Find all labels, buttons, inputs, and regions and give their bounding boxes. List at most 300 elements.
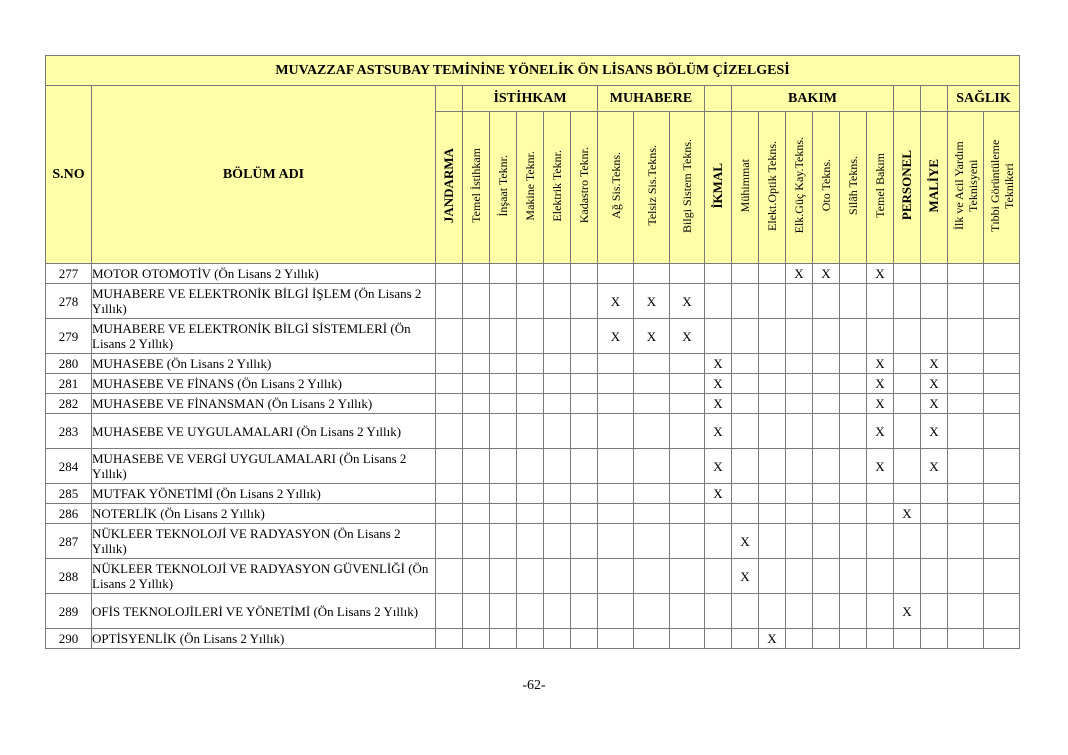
group-blank-jandarma [436, 86, 463, 112]
row-mark-cell: X [759, 629, 786, 649]
row-mark-cell [840, 524, 867, 559]
row-mark-cell: X [867, 414, 894, 449]
row-mark-cell: X [921, 394, 948, 414]
column-header-label: İlk ve Acil Yardım Teknisyeni [951, 141, 980, 230]
row-mark-cell [921, 559, 948, 594]
row-mark-cell [759, 559, 786, 594]
row-mark-cell: X [598, 284, 634, 319]
row-sno: 279 [46, 319, 92, 354]
row-mark-cell: X [921, 449, 948, 484]
column-header-label: Tıbbi Görüntüleme Teknikeri [987, 139, 1016, 232]
column-header-12 [759, 112, 786, 264]
row-mark-cell [732, 284, 759, 319]
row-mark-cell [571, 354, 598, 374]
row-mark-cell [921, 629, 948, 649]
row-mark-cell [786, 354, 813, 374]
table-row [46, 484, 1020, 504]
row-mark-cell [705, 629, 732, 649]
group-blank-maliye [921, 86, 948, 112]
row-mark-cell [948, 524, 984, 559]
column-header-label: Elektrik Teknr. [550, 149, 564, 222]
row-mark-cell [894, 559, 921, 594]
row-mark-cell [759, 524, 786, 559]
row-mark-cell [732, 414, 759, 449]
row-bolum-adi: NÜKLEER TEKNOLOJİ VE RADYASYON GÜVENLİĞİ (Ön Lisans 2 Yıllık) [92, 559, 436, 594]
column-header-label: Oto Tekns. [819, 159, 833, 212]
table-row [46, 594, 1020, 629]
row-mark-cell [867, 504, 894, 524]
row-bolum-adi: OFİS TEKNOLOJİLERİ VE YÖNETİMİ (Ön Lisans 2 Yıllık) [92, 594, 436, 629]
row-mark-cell [544, 354, 571, 374]
table-title: MUVAZZAF ASTSUBAY TEMİNİNE YÖNELİK ÖN LİSANS BÖLÜM ÇİZELGESİ [46, 56, 1020, 86]
row-mark-cell: X [894, 504, 921, 524]
row-mark-cell [544, 504, 571, 524]
table-row [46, 394, 1020, 414]
row-mark-cell [463, 414, 490, 449]
row-mark-cell [732, 504, 759, 524]
row-mark-cell: X [732, 524, 759, 559]
column-header-6 [571, 112, 598, 264]
row-mark-cell: X [921, 374, 948, 394]
table-row [46, 449, 1020, 484]
row-mark-cell [840, 414, 867, 449]
row-mark-cell [463, 594, 490, 629]
row-mark-cell [670, 449, 705, 484]
row-mark-cell [544, 524, 571, 559]
row-bolum-adi: MUHASEBE VE UYGULAMALARI (Ön Lisans 2 Yıllık) [92, 414, 436, 449]
row-mark-cell [670, 629, 705, 649]
row-mark-cell [490, 264, 517, 284]
row-mark-cell [517, 354, 544, 374]
row-mark-cell [786, 394, 813, 414]
row-mark-cell [840, 319, 867, 354]
row-mark-cell [490, 449, 517, 484]
column-header-19 [948, 112, 984, 264]
row-mark-cell [463, 484, 490, 504]
row-mark-cell [813, 504, 840, 524]
row-mark-cell [732, 319, 759, 354]
row-mark-cell [490, 354, 517, 374]
table-row [46, 284, 1020, 319]
row-mark-cell [436, 484, 463, 504]
row-sno: 280 [46, 354, 92, 374]
row-mark-cell [544, 414, 571, 449]
row-mark-cell [436, 629, 463, 649]
row-mark-cell [894, 264, 921, 284]
column-header-label: Kadastro Teknr. [577, 147, 591, 224]
row-mark-cell [948, 594, 984, 629]
row-mark-cell [598, 629, 634, 649]
row-mark-cell [894, 394, 921, 414]
row-mark-cell [840, 594, 867, 629]
row-mark-cell [786, 629, 813, 649]
row-mark-cell [732, 449, 759, 484]
row-mark-cell [463, 449, 490, 484]
row-mark-cell [984, 504, 1020, 524]
row-mark-cell: X [921, 414, 948, 449]
row-mark-cell [634, 559, 670, 594]
column-header-3 [490, 112, 517, 264]
group-saglik: SAĞLIK [948, 86, 1020, 112]
row-mark-cell [948, 504, 984, 524]
row-mark-cell [463, 284, 490, 319]
row-mark-cell [705, 524, 732, 559]
column-header-5 [544, 112, 571, 264]
row-mark-cell [463, 524, 490, 559]
row-mark-cell [571, 524, 598, 559]
row-mark-cell [634, 629, 670, 649]
row-mark-cell [732, 374, 759, 394]
row-mark-cell [948, 374, 984, 394]
row-mark-cell [490, 374, 517, 394]
group-bakim: BAKIM [732, 86, 894, 112]
row-mark-cell [786, 374, 813, 394]
group-muhabere: MUHABERE [598, 86, 705, 112]
row-mark-cell [670, 594, 705, 629]
row-mark-cell [948, 484, 984, 504]
row-mark-cell [921, 504, 948, 524]
column-header-17 [894, 112, 921, 264]
row-mark-cell [517, 559, 544, 594]
table-row [46, 374, 1020, 394]
row-sno: 278 [46, 284, 92, 319]
column-header-9 [670, 112, 705, 264]
row-mark-cell [921, 264, 948, 284]
row-mark-cell [544, 594, 571, 629]
row-mark-cell [670, 559, 705, 594]
row-mark-cell [571, 629, 598, 649]
row-mark-cell: X [867, 374, 894, 394]
column-header-4 [517, 112, 544, 264]
row-mark-cell [463, 559, 490, 594]
row-mark-cell [786, 414, 813, 449]
row-mark-cell [921, 484, 948, 504]
row-mark-cell [436, 504, 463, 524]
row-mark-cell [984, 394, 1020, 414]
row-mark-cell [705, 264, 732, 284]
row-mark-cell [598, 524, 634, 559]
row-mark-cell [984, 594, 1020, 629]
row-mark-cell [544, 374, 571, 394]
row-mark-cell [490, 319, 517, 354]
column-header-label: MALİYE [926, 158, 941, 213]
table-row [46, 354, 1020, 374]
row-mark-cell [705, 559, 732, 594]
row-mark-cell [705, 284, 732, 319]
column-header-14 [813, 112, 840, 264]
bolum-adi-header: BÖLÜM ADI [92, 86, 436, 264]
row-mark-cell [490, 629, 517, 649]
row-mark-cell [436, 374, 463, 394]
row-mark-cell [571, 319, 598, 354]
row-mark-cell [634, 264, 670, 284]
row-mark-cell [463, 374, 490, 394]
row-mark-cell [759, 504, 786, 524]
column-header-2 [463, 112, 490, 264]
row-mark-cell [786, 594, 813, 629]
row-mark-cell [670, 394, 705, 414]
row-mark-cell [813, 354, 840, 374]
row-mark-cell [867, 284, 894, 319]
row-mark-cell [490, 484, 517, 504]
column-header-10 [705, 112, 732, 264]
row-bolum-adi: OPTİSYENLİK (Ön Lisans 2 Yıllık) [92, 629, 436, 649]
table-row [46, 559, 1020, 594]
row-mark-cell [490, 284, 517, 319]
row-mark-cell [571, 414, 598, 449]
row-mark-cell [544, 449, 571, 484]
row-mark-cell: X [921, 354, 948, 374]
row-mark-cell [436, 594, 463, 629]
row-mark-cell [490, 559, 517, 594]
row-mark-cell [517, 504, 544, 524]
row-mark-cell: X [598, 319, 634, 354]
row-mark-cell [705, 504, 732, 524]
column-header-label: PERSONEL [899, 150, 914, 221]
table-row [46, 319, 1020, 354]
row-mark-cell [598, 504, 634, 524]
row-mark-cell [598, 594, 634, 629]
row-mark-cell: X [705, 414, 732, 449]
row-mark-cell [759, 354, 786, 374]
row-mark-cell [984, 559, 1020, 594]
row-mark-cell [759, 594, 786, 629]
row-mark-cell [670, 264, 705, 284]
row-mark-cell [840, 559, 867, 594]
row-mark-cell [598, 264, 634, 284]
row-mark-cell [813, 524, 840, 559]
row-mark-cell [598, 559, 634, 594]
row-mark-cell [670, 504, 705, 524]
row-mark-cell [894, 319, 921, 354]
row-mark-cell [813, 319, 840, 354]
row-mark-cell: X [705, 394, 732, 414]
row-mark-cell [948, 559, 984, 594]
row-mark-cell [813, 284, 840, 319]
row-mark-cell [786, 504, 813, 524]
column-header-label: İnşaat Teknr. [496, 154, 510, 217]
row-mark-cell [571, 449, 598, 484]
row-mark-cell [436, 414, 463, 449]
row-mark-cell: X [670, 319, 705, 354]
row-mark-cell: X [705, 449, 732, 484]
group-istihkam: İSTİHKAM [463, 86, 598, 112]
row-bolum-adi: MUHASEBE VE FİNANS (Ön Lisans 2 Yıllık) [92, 374, 436, 394]
row-mark-cell [948, 629, 984, 649]
row-mark-cell: X [705, 374, 732, 394]
page-number: -62- [522, 678, 546, 693]
row-mark-cell [786, 319, 813, 354]
row-mark-cell [517, 594, 544, 629]
row-bolum-adi: MUHASEBE VE VERGİ UYGULAMALARI (Ön Lisans 2 Yıllık) [92, 449, 436, 484]
column-header-label: Mühimmat [738, 158, 752, 213]
row-mark-cell [948, 284, 984, 319]
sno-header: S.NO [46, 86, 92, 264]
row-mark-cell [786, 559, 813, 594]
row-mark-cell [463, 394, 490, 414]
row-mark-cell [517, 629, 544, 649]
column-header-label: Makine Teknr. [523, 150, 537, 221]
row-mark-cell [732, 264, 759, 284]
column-header-label: Temel Bakım [873, 153, 887, 218]
row-mark-cell [759, 319, 786, 354]
row-mark-cell [813, 374, 840, 394]
row-mark-cell [634, 594, 670, 629]
row-mark-cell [921, 524, 948, 559]
row-mark-cell [948, 354, 984, 374]
row-sno: 283 [46, 414, 92, 449]
row-mark-cell [598, 414, 634, 449]
row-mark-cell [517, 524, 544, 559]
row-mark-cell [732, 594, 759, 629]
row-mark-cell [571, 284, 598, 319]
row-mark-cell [921, 594, 948, 629]
row-bolum-adi: MUHABERE VE ELEKTRONİK BİLGİ İŞLEM (Ön Lisans 2 Yıllık) [92, 284, 436, 319]
table-body [46, 264, 1020, 649]
row-mark-cell [786, 484, 813, 504]
row-sno: 288 [46, 559, 92, 594]
row-mark-cell: X [705, 484, 732, 504]
column-header-label: JANDARMA [441, 147, 456, 224]
row-mark-cell: X [634, 284, 670, 319]
row-mark-cell [759, 449, 786, 484]
row-mark-cell [840, 484, 867, 504]
row-mark-cell [544, 394, 571, 414]
row-mark-cell: X [867, 354, 894, 374]
row-sno: 285 [46, 484, 92, 504]
row-mark-cell [813, 629, 840, 649]
row-mark-cell [867, 594, 894, 629]
row-bolum-adi: MUHASEBE (Ön Lisans 2 Yıllık) [92, 354, 436, 374]
row-mark-cell [670, 414, 705, 449]
row-mark-cell [840, 284, 867, 319]
row-mark-cell [813, 449, 840, 484]
group-blank-ikmal [705, 86, 732, 112]
row-mark-cell [894, 484, 921, 504]
row-mark-cell [436, 449, 463, 484]
row-mark-cell [759, 374, 786, 394]
row-mark-cell [984, 629, 1020, 649]
row-mark-cell [544, 559, 571, 594]
row-mark-cell [984, 319, 1020, 354]
column-header-label: İKMAL [710, 162, 725, 209]
row-mark-cell [670, 484, 705, 504]
table-row [46, 264, 1020, 284]
row-mark-cell: X [894, 594, 921, 629]
row-mark-cell [436, 559, 463, 594]
row-bolum-adi: NOTERLİK (Ön Lisans 2 Yıllık) [92, 504, 436, 524]
row-mark-cell [867, 559, 894, 594]
column-header-label: Temel İstihkam [469, 148, 483, 223]
column-header-label: Bilgi Sistem Tekns. [680, 138, 694, 233]
row-mark-cell [732, 354, 759, 374]
row-mark-cell: X [813, 264, 840, 284]
row-mark-cell [436, 284, 463, 319]
table-row [46, 524, 1020, 559]
row-mark-cell [894, 354, 921, 374]
row-mark-cell [571, 504, 598, 524]
row-mark-cell [571, 374, 598, 394]
row-mark-cell [948, 319, 984, 354]
row-mark-cell [813, 394, 840, 414]
row-mark-cell [670, 354, 705, 374]
row-mark-cell [840, 449, 867, 484]
row-mark-cell [813, 559, 840, 594]
row-mark-cell [759, 484, 786, 504]
row-mark-cell [544, 319, 571, 354]
row-mark-cell [517, 319, 544, 354]
row-mark-cell [634, 354, 670, 374]
column-header-label: Silâh Tekns. [846, 156, 860, 215]
column-header-8 [634, 112, 670, 264]
row-mark-cell: X [786, 264, 813, 284]
row-mark-cell [436, 524, 463, 559]
row-mark-cell [921, 284, 948, 319]
column-header-11 [732, 112, 759, 264]
row-mark-cell [732, 484, 759, 504]
row-mark-cell [813, 594, 840, 629]
row-mark-cell [517, 394, 544, 414]
row-mark-cell [786, 284, 813, 319]
row-mark-cell [840, 374, 867, 394]
row-mark-cell: X [867, 449, 894, 484]
row-mark-cell [634, 504, 670, 524]
bolum-cizelgesi-table [45, 55, 1020, 649]
column-header-label: Telsiz Sis.Tekns. [644, 145, 659, 226]
row-mark-cell [948, 264, 984, 284]
column-header-label: Elk.Güç Kay.Tekns. [792, 137, 806, 234]
row-mark-cell [490, 594, 517, 629]
column-header-label: Ağ Sis.Tekns. [608, 152, 623, 219]
row-mark-cell: X [634, 319, 670, 354]
row-mark-cell [517, 264, 544, 284]
row-mark-cell [894, 374, 921, 394]
row-mark-cell [463, 629, 490, 649]
row-mark-cell [867, 524, 894, 559]
row-mark-cell [984, 414, 1020, 449]
row-mark-cell [813, 414, 840, 449]
row-mark-cell [732, 394, 759, 414]
row-mark-cell [984, 374, 1020, 394]
row-mark-cell [571, 264, 598, 284]
row-mark-cell [598, 484, 634, 504]
row-sno: 290 [46, 629, 92, 649]
row-mark-cell [840, 504, 867, 524]
row-sno: 281 [46, 374, 92, 394]
row-mark-cell [984, 354, 1020, 374]
row-mark-cell [894, 284, 921, 319]
row-mark-cell [759, 284, 786, 319]
row-mark-cell [517, 414, 544, 449]
column-header-label: Elekt.Optik Tekns. [765, 140, 779, 231]
table-row [46, 629, 1020, 649]
row-mark-cell [490, 394, 517, 414]
row-mark-cell [670, 524, 705, 559]
row-mark-cell [894, 629, 921, 649]
row-mark-cell [894, 524, 921, 559]
row-mark-cell [634, 414, 670, 449]
row-mark-cell [894, 414, 921, 449]
row-sno: 284 [46, 449, 92, 484]
row-sno: 277 [46, 264, 92, 284]
row-mark-cell [634, 394, 670, 414]
row-mark-cell [463, 264, 490, 284]
row-mark-cell [759, 264, 786, 284]
group-blank-personel [894, 86, 921, 112]
row-mark-cell [544, 264, 571, 284]
row-mark-cell [759, 414, 786, 449]
row-mark-cell [984, 284, 1020, 319]
